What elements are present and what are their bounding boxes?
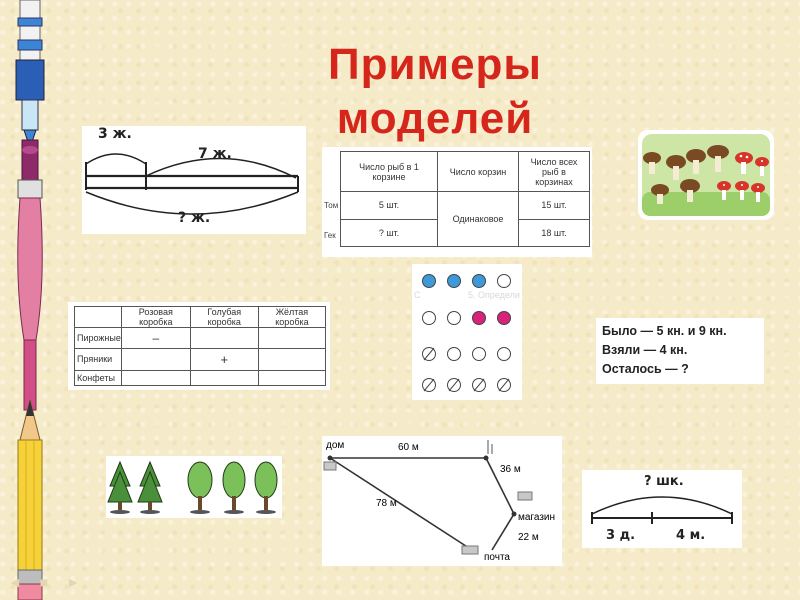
fir-tree-icon	[108, 462, 162, 502]
fish-row-name-tom: Том	[324, 201, 339, 210]
route-label-home: дом	[326, 440, 345, 451]
trees-panel	[106, 456, 282, 518]
fish-header-total: Число всех рыб в корзинах	[519, 152, 590, 192]
box-header-empty	[75, 307, 122, 328]
box-cell-gingerbread-pink	[122, 348, 191, 370]
box-row-label-cakes: Пирожные	[75, 328, 122, 349]
prev-icon[interactable]: ◄	[8, 574, 22, 590]
home-icon[interactable]: ■	[39, 574, 49, 590]
box-table	[74, 306, 326, 386]
box-row-label-candy: Конфеты	[75, 370, 122, 385]
cubes-part2-label: 4 м.	[676, 528, 706, 543]
route-label-shop: магазин	[518, 512, 556, 523]
title-line-1: Примеры	[327, 40, 543, 89]
fish-table-panel	[322, 147, 592, 257]
paintbrush-icon	[18, 140, 43, 410]
fish-cell-gek-per-basket: ? шт.	[341, 219, 438, 247]
box-table-panel	[68, 302, 330, 390]
route-label-22: 22 м	[518, 532, 539, 543]
box-row-label-gingerbread: Пряники	[75, 348, 122, 370]
fish-row-name-gek: Гек	[324, 231, 336, 240]
circle-grid-panel	[412, 264, 522, 400]
segment-total-label: ? ж.	[178, 210, 211, 226]
box-cell-gingerbread-blue: +	[190, 348, 258, 370]
route-diagram	[322, 436, 562, 566]
box-cell-gingerbread-yellow	[258, 348, 325, 370]
box-header-yellow: Жёлтая коробка	[258, 307, 325, 328]
route-label-post: почта	[484, 552, 510, 563]
fish-table	[340, 151, 590, 247]
box-cell-candy-blue	[190, 370, 258, 385]
fish-cell-gek-total: 18 шт.	[519, 219, 590, 247]
box-cell-cakes-pink: –	[122, 328, 191, 349]
box-cell-cakes-yellow	[258, 328, 325, 349]
books-line-1: Было — 5 кн. и 9 кн.	[602, 324, 727, 338]
cubes-model-panel	[582, 470, 742, 548]
fish-header-per-basket: Число рыб в 1 корзине	[341, 152, 438, 192]
mushrooms-illustration	[638, 130, 774, 220]
pencil-icon	[18, 400, 42, 600]
next-icon[interactable]: ►	[66, 574, 80, 590]
fish-header-baskets: Число корзин	[438, 152, 519, 192]
box-cell-cakes-blue	[190, 328, 258, 349]
box-cell-candy-pink	[122, 370, 191, 385]
faint-letter: С	[414, 290, 421, 300]
books-line-2: Взяли — 4 кн.	[602, 343, 688, 357]
box-header-pink: Розовая коробка	[122, 307, 191, 328]
tree-icon	[488, 440, 492, 454]
slide-nav[interactable]	[8, 574, 98, 592]
title-line-2: моделей	[336, 94, 534, 143]
fish-cell-tom-per-basket: 5 шт.	[341, 192, 438, 220]
marker-icon	[16, 0, 44, 148]
route-label-78: 78 м	[376, 498, 397, 509]
books-text-panel	[596, 318, 764, 384]
fish-cell-tom-total: 15 шт.	[519, 192, 590, 220]
route-label-60: 60 м	[398, 442, 419, 453]
circle-grid	[412, 264, 522, 400]
segment-model-panel	[82, 126, 306, 234]
building-icon	[324, 462, 532, 554]
cubes-total-label: ? шк.	[644, 474, 684, 489]
segment-part1-label: 3 ж.	[98, 126, 132, 142]
segment-part2-label: 7 ж.	[198, 146, 232, 162]
oak-tree-icon	[188, 462, 277, 498]
stationery-decoration	[0, 0, 60, 600]
fish-cell-baskets: Одинаковое	[438, 192, 519, 247]
mushrooms-picture	[638, 130, 774, 220]
books-line-3: Осталось — ?	[602, 362, 689, 376]
trees-illustration	[106, 456, 282, 518]
box-header-blue: Голубая коробка	[190, 307, 258, 328]
route-label-36: 36 м	[500, 464, 521, 475]
box-cell-candy-yellow	[258, 370, 325, 385]
route-map-panel	[322, 436, 562, 566]
cubes-part1-label: 3 д.	[606, 528, 636, 543]
faint-task-text: 5. Определи	[468, 290, 520, 300]
